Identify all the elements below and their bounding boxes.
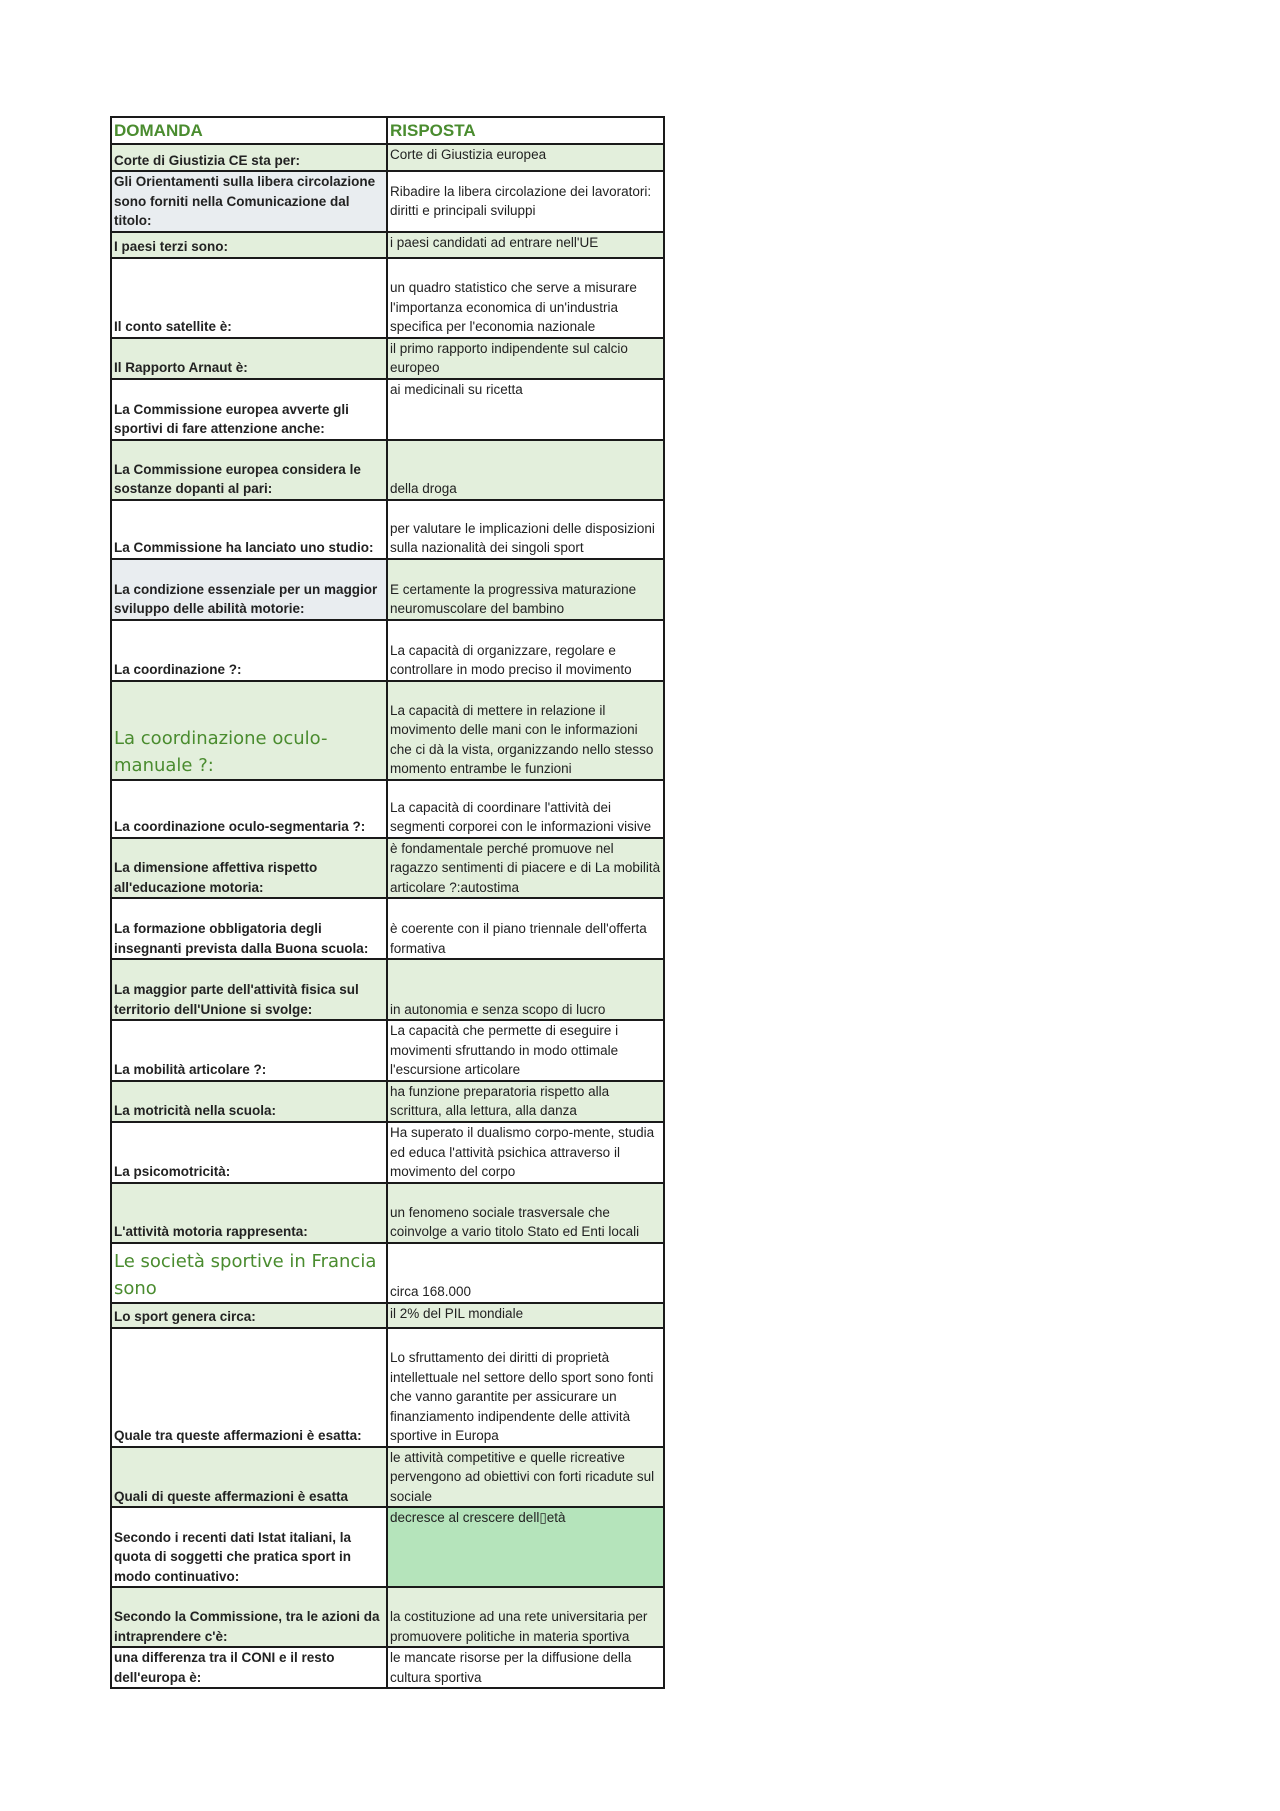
- table-row: [111, 1122, 664, 1183]
- question-cell: L'attività motoria rappresenta:: [111, 1183, 387, 1243]
- table-row: [111, 1020, 664, 1081]
- table-row: [111, 1081, 664, 1122]
- answer-cell: un quadro statistico che serve a misurare l'importanza economica di un'industria specifica per l'economia nazionale: [387, 258, 664, 338]
- answer-cell: La capacità che permette di eseguire i movimenti sfruttando in modo ottimale l'escursione articolare: [387, 1020, 664, 1081]
- table-row: [111, 1243, 664, 1303]
- answer-cell: in autonomia e senza scopo di lucro: [387, 959, 664, 1020]
- question-cell: La motricità nella scuola:: [111, 1081, 387, 1122]
- answer-cell: Ha superato il dualismo corpo-mente, studia ed educa l'attività psichica attraverso il movimento del corpo: [387, 1122, 664, 1183]
- table-row: [111, 1328, 664, 1447]
- answer-cell: La capacità di organizzare, regolare e controllare in modo preciso il movimento: [387, 620, 664, 681]
- question-cell: La psicomotricità:: [111, 1122, 387, 1183]
- question-cell: Quale tra queste affermazioni è esatta:: [111, 1328, 387, 1447]
- question-cell: Il Rapporto Arnaut è:: [111, 338, 387, 379]
- table-row: [111, 838, 664, 899]
- answer-cell: Ribadire la libera circolazione dei lavoratori: diritti e principali sviluppi: [387, 171, 664, 232]
- answer-cell: per valutare le implicazioni delle disposizioni sulla nazionalità dei singoli sport: [387, 500, 664, 559]
- table-row: [111, 144, 664, 171]
- answer-cell: le attività competitive e quelle ricreative pervengono ad obiettivi con forti ricadute sul sociale: [387, 1447, 664, 1508]
- question-cell: Gli Orientamenti sulla libera circolazione sono forniti nella Comunicazione dal titolo:: [111, 171, 387, 232]
- question-cell: I paesi terzi sono:: [111, 232, 387, 258]
- answer-cell: le mancate risorse per la diffusione della cultura sportiva: [387, 1647, 664, 1688]
- answer-cell: ha funzione preparatoria rispetto alla scrittura, alla lettura, alla danza: [387, 1081, 664, 1122]
- table-row: [111, 1647, 664, 1688]
- table-row: [111, 1507, 664, 1587]
- answer-cell: è fondamentale perché promuove nel ragazzo sentimenti di piacere e di La mobilità articolare ?:autostima: [387, 838, 664, 899]
- question-cell: La coordinazione oculo-segmentaria ?:: [111, 780, 387, 838]
- question-cell: La coordinazione oculo-manuale ?:: [111, 681, 387, 780]
- answer-cell: è coerente con il piano triennale dell'offerta formativa: [387, 898, 664, 959]
- answer-cell: della droga: [387, 440, 664, 500]
- table-row: [111, 440, 664, 500]
- question-cell: La formazione obbligatoria degli insegnanti prevista dalla Buona scuola:: [111, 898, 387, 959]
- table-row: [111, 500, 664, 559]
- question-cell: Secondo i recenti dati Istat italiani, la quota di soggetti che pratica sport in modo continuativo:: [111, 1507, 387, 1587]
- question-cell: Lo sport genera circa:: [111, 1303, 387, 1328]
- question-cell: Il conto satellite è:: [111, 258, 387, 338]
- header-row: [111, 117, 664, 144]
- answer-cell: Lo sfruttamento dei diritti di proprietà intellettuale nel settore dello sport sono fonti che vanno garantite per assicurare un finanziamento indipendente delle attività sportive in Europa: [387, 1328, 664, 1447]
- table-row: [111, 959, 664, 1020]
- table-row: [111, 620, 664, 681]
- question-cell: Le società sportive in Francia sono: [111, 1243, 387, 1303]
- table-row: [111, 780, 664, 838]
- answer-cell: La capacità di coordinare l'attività dei segmenti corporei con le informazioni visive: [387, 780, 664, 838]
- table-row: [111, 338, 664, 379]
- answer-cell: la costituzione ad una rete universitaria per promuovere politiche in materia sportiva: [387, 1587, 664, 1647]
- question-cell: La Commissione ha lanciato uno studio:: [111, 500, 387, 559]
- answer-cell: un fenomeno sociale trasversale che coinvolge a vario titolo Stato ed Enti locali: [387, 1183, 664, 1243]
- question-cell: una differenza tra il CONI e il resto dell'europa è:: [111, 1647, 387, 1688]
- table-row: [111, 171, 664, 232]
- question-cell: La condizione essenziale per un maggior sviluppo delle abilità motorie:: [111, 559, 387, 620]
- answer-cell: decresce al crescere dell▯età: [387, 1507, 664, 1587]
- answer-cell: ai medicinali su ricetta: [387, 379, 664, 440]
- header-domanda: DOMANDA: [111, 117, 387, 144]
- question-cell: La coordinazione ?:: [111, 620, 387, 681]
- table-row: [111, 258, 664, 338]
- answer-cell: Corte di Giustizia europea: [387, 144, 664, 171]
- table-row: [111, 1303, 664, 1328]
- table-row: [111, 898, 664, 959]
- header-risposta: RISPOSTA: [387, 117, 664, 144]
- question-cell: La dimensione affettiva rispetto all'educazione motoria:: [111, 838, 387, 899]
- question-cell: La maggior parte dell'attività fisica sul territorio dell'Unione si svolge:: [111, 959, 387, 1020]
- table-row: [111, 1183, 664, 1243]
- question-cell: Secondo la Commissione, tra le azioni da intraprendere c'è:: [111, 1587, 387, 1647]
- table-row: [111, 559, 664, 620]
- table-row: [111, 1587, 664, 1647]
- question-cell: La Commissione europea avverte gli sportivi di fare attenzione anche:: [111, 379, 387, 440]
- table-row: [111, 1447, 664, 1508]
- qa-table: [110, 116, 665, 1689]
- question-cell: Quali di queste affermazioni è esatta: [111, 1447, 387, 1508]
- table-row: [111, 379, 664, 440]
- answer-cell: circa 168.000: [387, 1243, 664, 1303]
- table-row: [111, 681, 664, 780]
- answer-cell: La capacità di mettere in relazione il movimento delle mani con le informazioni che ci dà la vista, organizzando nello stesso momento entrambe le funzioni: [387, 681, 664, 780]
- question-cell: La Commissione europea considera le sostanze dopanti al pari:: [111, 440, 387, 500]
- table-row: [111, 232, 664, 258]
- answer-cell: il primo rapporto indipendente sul calcio europeo: [387, 338, 664, 379]
- question-cell: La mobilità articolare ?:: [111, 1020, 387, 1081]
- answer-cell: i paesi candidati ad entrare nell'UE: [387, 232, 664, 258]
- answer-cell: E certamente la progressiva maturazione neuromuscolare del bambino: [387, 559, 664, 620]
- question-cell: Corte di Giustizia CE sta per:: [111, 144, 387, 171]
- answer-cell: il 2% del PIL mondiale: [387, 1303, 664, 1328]
